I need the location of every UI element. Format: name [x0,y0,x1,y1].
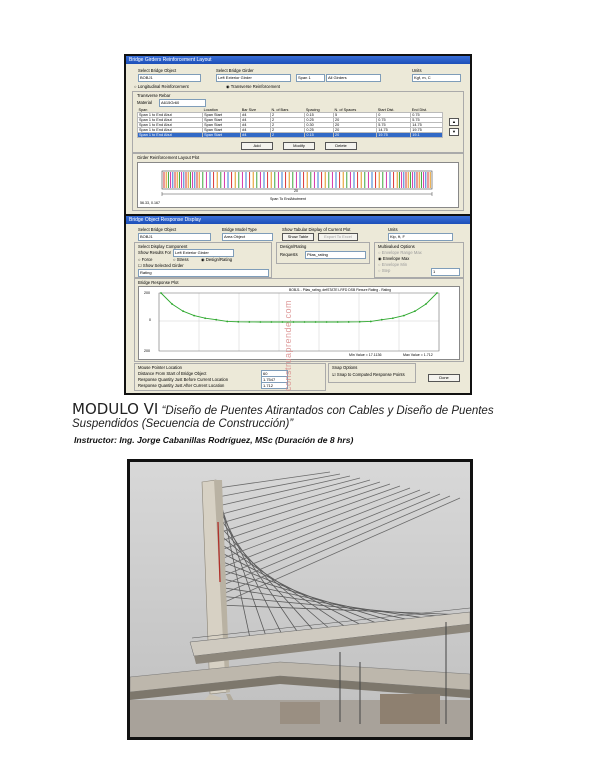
col-header: N. of Bars [270,108,304,113]
response-plot-label: Bridge Response Plot [138,280,179,285]
resp-before-label: Response Quantity Just Before Current Location [138,377,229,382]
col-header: End Dist. [411,108,443,113]
response-point [425,303,427,305]
table-cell[interactable]: 5.75 [411,118,443,123]
table-cell[interactable]: 14.75 [377,128,411,133]
table-cell[interactable]: Span 1 to End Abut [138,123,203,128]
module-title: “Diseño de Puentes Atirantados con Cables y Diseño de Puentes Suspendidos (Secuencia de Construcción)” [72,405,494,430]
response-point [237,321,239,323]
window-title: Bridge Object Response Display [126,216,470,224]
table-cell[interactable]: Span Start [203,123,241,128]
span-select[interactable]: Span 1 [296,74,325,82]
table-cell[interactable]: 0.30 [305,123,334,128]
response-point [359,321,361,323]
table-cell[interactable]: Span Start [203,118,241,123]
force-label: Force [141,257,153,262]
table-cell[interactable]: 2 [270,123,304,128]
envelope-range-label: Envelope Range Max [381,250,422,255]
select-bridge-girder-label: Select Bridge Girder [216,68,254,73]
bridge-object-select[interactable]: BOBJ1 [138,74,201,82]
design-rating-option-label: Design/Rating [205,257,233,262]
response-point [370,321,372,323]
units-select[interactable]: Kip, ft, F [388,233,453,241]
table-cell[interactable]: 0.15 [305,113,334,118]
table-cell[interactable]: #4 [241,113,271,118]
bridge-model-select[interactable]: Area Object [222,233,273,241]
response-point [226,321,228,323]
table-cell[interactable]: #4 [241,133,271,138]
table-cell[interactable]: #4 [241,128,271,133]
show-results-select[interactable]: Left Exterior Girder [173,249,234,257]
resp-after-label: Response Quantity Just After Current Location [138,383,225,388]
response-curve [161,293,437,322]
row-move-down-icon[interactable]: ▼ [449,128,459,136]
table-cell[interactable]: 0.75 [377,118,411,123]
response-point [392,317,394,319]
bridge-object-select[interactable]: BOBJ1 [138,233,211,241]
girder-select[interactable]: All Girders [326,74,381,82]
table-cell[interactable]: Span Start [203,128,241,133]
min-value-label: Min Value = 17.1136 [349,353,382,357]
response-point [403,315,405,317]
units-label: Units [412,68,422,73]
response-point [326,321,328,323]
response-point [337,321,339,323]
table-cell[interactable]: 20 [334,128,377,133]
multivalued-label: Multivalued Options [378,244,415,249]
response-display-screenshot [124,214,472,395]
table-cell[interactable]: 5.75 [377,123,411,128]
bridge-photo-drawing [130,462,470,737]
show-results-label: Show Results For [138,250,172,255]
table-cell[interactable]: Span Start [203,113,241,118]
select-bridge-object-label: Select Bridge Object [138,227,177,232]
table-cell[interactable]: 19.75 [411,128,443,133]
y-mid-label: 0 [149,318,151,322]
resp-after-value: 1.712 [261,382,288,389]
step-label: Step [381,268,391,273]
plot-axis-label: Span To EndAbutment [270,197,306,201]
response-point [315,321,317,323]
plot-corner-label: 56.33, 0.167 [140,201,160,205]
response-point [171,303,173,305]
step-radio[interactable]: ○ Step [378,268,391,273]
units-select[interactable]: Kgf, m, C [412,74,461,82]
response-point [182,310,184,312]
show-table-button[interactable]: Show Table [282,233,314,241]
transverse-label: Transverse Reinforcement [230,84,280,89]
layout-plot-group [132,153,464,211]
design-rating-label: Design/Rating [280,244,307,249]
select-bridge-object-label: Select Bridge Object [138,68,177,73]
table-cell[interactable]: 20 [334,123,377,128]
watermark: construaprende.com [283,300,293,392]
module-heading [72,400,532,431]
table-cell[interactable]: 2 [270,113,304,118]
material-select[interactable]: A615Gr60 [159,99,206,107]
select-display-label: Select Display Component [138,244,188,249]
response-point [248,321,250,323]
units-label: Units [388,227,398,232]
snap-options-label: Snap Options [332,365,358,370]
envelope-max-label: Envelope Max [382,256,410,261]
snap-checkbox[interactable]: ☑ Snap to Computed Response Points [332,372,405,377]
col-header: Span [138,108,203,113]
max-value-label: Max Value = 1.712 [403,353,433,357]
table-cell[interactable]: 0.15 [305,133,334,138]
window-title: Bridge Girders Reinforcement Layout [126,56,470,64]
requests-label: Requests [280,252,298,257]
y-bottom-label: 200 [144,349,150,353]
stress-label: Stress [176,257,189,262]
bridge-model-type-label: Bridge Model Type [222,227,257,232]
envelope-range-radio[interactable]: ○ Envelope Range Max [378,250,422,255]
col-header: Location [203,108,241,113]
response-plot[interactable] [138,286,460,360]
distance-label: Distance From Start of Bridge Object [138,371,207,376]
response-point [215,319,217,321]
envelope-min-label: Envelope Min [381,262,408,267]
multivalued-options-group [374,242,464,278]
table-cell[interactable]: 20 [334,133,377,138]
export-excel-button[interactable]: Export To Excel [318,233,358,241]
table-cell[interactable]: Span 1 to End Abut [138,128,203,133]
table-cell[interactable]: 0.75 [411,113,443,118]
envelope-min-radio[interactable]: ○ Envelope Min [378,262,408,267]
done-button[interactable]: Done [428,374,460,382]
table-cell[interactable]: 19.75 [377,133,411,138]
table-cell[interactable]: 2 [270,133,304,138]
transverse-radio[interactable]: ◉ Transverse Reinforcement [226,84,280,89]
rebar-table [137,108,443,138]
table-cell[interactable]: Span 1 to End Abut [138,118,203,123]
transverse-rebar-group [132,91,464,153]
table-cell[interactable]: 0 [377,113,411,118]
mouse-pointer-group [134,363,326,391]
table-cell[interactable]: Span 1 to End Abut [138,133,203,138]
layout-plot-label: Girder Reinforcement Layout Plot [137,155,200,160]
step-input[interactable]: 1 [431,268,460,276]
show-tabular-label: Show Tabular Display of Current Plot [282,227,351,232]
snap-options-group [328,363,416,383]
longitudinal-radio[interactable]: ○ Longitudinal Reinforcement [134,84,189,89]
response-point [414,310,416,312]
cable-stayed-bridge-photo [127,459,473,740]
response-point [348,321,350,323]
plot-mid-label: 20 [294,189,298,193]
table-cell[interactable]: Span 1 to End Abut [138,113,203,118]
response-point [271,321,273,323]
distance-value: 60 [261,370,288,377]
response-plot-group [134,278,464,362]
rating-select[interactable]: Rating [138,269,269,277]
response-point [204,317,206,319]
longitudinal-label: Longitudinal Reinforcement [137,84,189,89]
requests-select[interactable]: Pilas_rating [305,251,366,259]
delete-button[interactable]: Delete [325,142,357,150]
col-header: Start Dist. [377,108,411,113]
response-point [304,321,306,323]
stress-radio[interactable]: ○ Stress [173,257,189,262]
show-selected-girder-checkbox[interactable]: ☐ Show Selected Girder [138,263,184,268]
add-button[interactable]: Add [241,142,273,150]
table-cell[interactable]: 5 [334,113,377,118]
display-component-group [134,242,272,278]
table-cell[interactable]: 0.25 [305,118,334,123]
force-radio[interactable]: ○ Force [138,257,153,262]
transverse-rebar-label: Transverse Rebar [137,93,171,98]
response-point [381,319,383,321]
y-top-label: 200 [144,291,150,295]
table-cell[interactable]: Span Start [203,133,241,138]
table-row-selected[interactable] [138,133,443,138]
table-cell[interactable]: 0.25 [305,128,334,133]
table-cell[interactable]: 14.75 [411,123,443,128]
response-point [436,292,438,294]
module-number: MODULO VI [72,400,159,418]
table-cell[interactable]: 20 [334,118,377,123]
col-header: Spacing [305,108,334,113]
table-cell[interactable]: 2 [270,128,304,133]
mouse-pointer-label: Mouse Pointer Location [138,365,182,370]
plot-title: BOBJ1 - Pilas_rating, defSTATE LRFD DSB Flexure Rating - Rating [289,288,392,292]
design-rating-group [276,242,370,264]
material-label: Material [137,100,152,105]
girder-side-select[interactable]: Left Exterior Girder [216,74,291,82]
col-header: Bar Size [241,108,271,113]
envelope-max-radio[interactable]: ◉ Envelope Max [378,256,410,261]
row-move-up-icon[interactable]: ▲ [449,118,459,126]
instructor-line: Instructor: Ing. Jorge Cabanillas Rodríguez, MSc (Duración de 8 hrs) [74,435,354,445]
table-cell[interactable]: #4 [241,118,271,123]
response-point [160,292,162,294]
response-point [193,315,195,317]
layout-plot[interactable] [137,162,459,208]
col-header: N. of Spaces [334,108,377,113]
table-cell[interactable]: 2 [270,118,304,123]
rating-plot-svg [139,287,459,359]
design-rating-radio[interactable]: ◉ Design/Rating [201,257,233,262]
response-point [259,321,261,323]
table-cell[interactable]: 19.1 [411,133,443,138]
modify-button[interactable]: Modify [283,142,315,150]
resp-before-value: 1.7547 [261,376,288,383]
reinforcement-layout-screenshot [124,54,472,218]
table-cell[interactable]: #4 [241,123,271,128]
snap-label: Snap to Computed Response Points [336,372,405,377]
show-selected-girder-label: Show Selected Girder [142,263,184,268]
